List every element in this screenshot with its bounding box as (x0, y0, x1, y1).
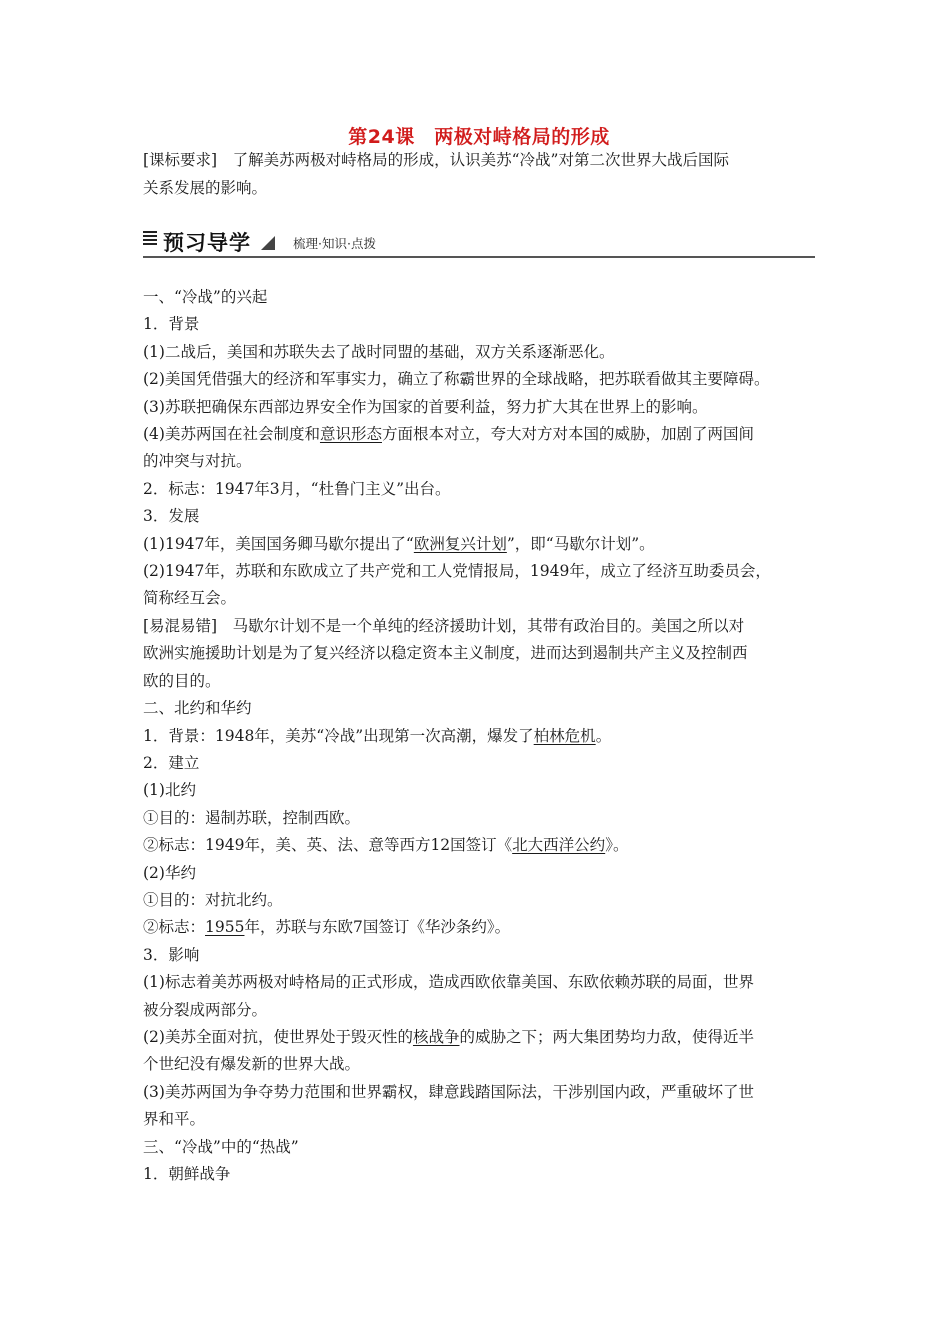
text-line (143, 1051, 815, 1078)
text-segment: 1．朝鲜战争 (143, 1165, 231, 1183)
text-segment: 2．建立 (143, 753, 200, 772)
text-line (143, 695, 815, 722)
text-segment: (2)美苏全面对抗，使世界处于毁灭性的 (143, 1027, 413, 1046)
text-segment: (2)华约 (143, 863, 196, 882)
text-line (143, 969, 815, 996)
underlined-term: 1955 (205, 918, 245, 937)
text-segment: 3．影响 (143, 945, 200, 964)
text-segment: (2)1947年，苏联和东欧成立了共产党和工人党情报局，1949年，成立了经济互助委员会， (143, 562, 771, 581)
text-line (143, 914, 815, 941)
text-segment: (4)美苏两国在社会制度和 (143, 425, 320, 444)
underlined-term: 柏林危机 (533, 726, 596, 745)
text-segment: (1)标志着美苏两极对峙格局的正式形成，造成西欧依靠美国、东欧依赖苏联的局面，世界 (143, 973, 754, 992)
text-line (143, 311, 815, 338)
body-text (143, 284, 815, 1188)
text-line (143, 860, 815, 887)
text-segment: 1．背景 (143, 315, 200, 334)
text-line (143, 284, 815, 311)
text-line (143, 805, 815, 832)
intro-line: [课标要求] 了解美苏两极对峙格局的形成，认识美苏“冷战”对第二次世界大战后国际 (143, 151, 729, 169)
text-segment: ②标志： (143, 918, 206, 937)
text-line (143, 668, 815, 695)
text-line (143, 942, 815, 969)
text-line (143, 1024, 815, 1051)
text-segment: [易混易错] 马歇尔计划不是一个单纯的经济援助计划，其带有政治目的。美国之所以对 (143, 616, 745, 635)
text-segment: 方面根本对立，夸大对方对本国的威胁，加剧了两国间 (381, 425, 754, 444)
text-line (143, 1134, 815, 1161)
underlined-term: 意识形态 (319, 425, 382, 444)
text-segment: 年，苏联与东欧7国签订《华沙条约》。 (244, 918, 511, 937)
text-line (143, 1106, 815, 1133)
underlined-term: 北大西洋公约 (512, 836, 606, 855)
text-segment: 三、“冷战”中的“热战” (143, 1137, 299, 1156)
text-segment: 简称经互会。 (143, 589, 237, 608)
stripes-icon (143, 231, 157, 249)
text-segment: (1)二战后，美国和苏联失去了战时同盟的基础，双方关系逐渐恶化。 (143, 342, 615, 361)
text-line (143, 613, 815, 640)
text-segment: ①目的：对抗北约。 (143, 890, 283, 909)
banner-subtitle: 梳理·知识·点拨 (293, 236, 376, 251)
text-line (143, 723, 815, 750)
underlined-term: 核战争 (412, 1027, 460, 1046)
text-line (143, 777, 815, 804)
text-line (143, 448, 815, 475)
text-line (143, 339, 815, 366)
text-segment: 个世纪没有爆发新的世界大战。 (143, 1055, 361, 1074)
text-segment: 》。 (605, 836, 629, 855)
text-line (143, 394, 815, 421)
lesson-title: 第24课 两极对峙格局的形成 (348, 126, 610, 148)
text-line (143, 503, 815, 530)
text-line (143, 832, 815, 859)
text-segment: 1．背景：1948年，美苏“冷战”出现第一次高潮，爆发了 (143, 726, 534, 745)
wedge-icon (261, 236, 275, 250)
text-line (143, 476, 815, 503)
text-line (143, 1161, 815, 1188)
text-line (143, 997, 815, 1024)
text-line (143, 531, 815, 558)
text-line (143, 558, 815, 585)
text-segment: (3)美苏两国为争夺势力范围和世界霸权，肆意践踏国际法，干涉别国内政，严重破坏了世 (143, 1082, 754, 1101)
text-segment: ”，即“马歇尔计划”。 (506, 534, 655, 553)
text-line (143, 887, 815, 914)
text-segment: 的冲突与对抗。 (143, 452, 252, 471)
text-segment: (1)北约 (143, 781, 196, 800)
text-segment: 界和平。 (143, 1110, 206, 1129)
banner-heading: 预习导学 (163, 231, 251, 255)
text-line (143, 1079, 815, 1106)
text-line (143, 750, 815, 777)
text-segment: 3．发展 (143, 507, 200, 526)
text-segment: 一、“冷战”的兴起 (143, 288, 268, 306)
text-segment: 欧洲实施援助计划是为了复兴经济以稳定资本主义制度，进而达到遏制共产主义及控制西 (143, 644, 748, 663)
text-segment: (2)美国凭借强大的经济和军事实力，确立了称霸世界的全球战略，把苏联看做其主要障碍。 (143, 370, 770, 389)
text-segment: ②标志：1949年，美、英、法、意等西方12国签订《 (143, 836, 513, 855)
text-line (143, 421, 815, 448)
text-segment: 的威胁之下；两大集团势均力敌，使得近半 (459, 1027, 754, 1046)
text-line (143, 585, 815, 612)
intro-line: 关系发展的影响。 (143, 179, 268, 197)
text-line (143, 366, 815, 393)
text-segment: ①目的：遏制苏联，控制西欧。 (143, 808, 361, 827)
text-segment: (1)1947年，美国国务卿马歇尔提出了“ (143, 534, 414, 553)
text-segment: 被分裂成两部分。 (143, 1000, 268, 1019)
text-segment: 欧的目的。 (143, 671, 221, 690)
text-segment: 。 (595, 726, 612, 745)
section-banner (143, 224, 815, 258)
text-segment: 2．标志：1947年3月，“杜鲁门主义”出台。 (143, 479, 451, 498)
curriculum-requirement (143, 146, 815, 202)
underlined-term: 欧洲复兴计划 (413, 534, 507, 553)
text-line (143, 640, 815, 667)
text-segment: 二、北约和华约 (143, 699, 252, 718)
text-segment: (3)苏联把确保东西部边界安全作为国家的首要利益，努力扩大其在世界上的影响。 (143, 397, 708, 416)
